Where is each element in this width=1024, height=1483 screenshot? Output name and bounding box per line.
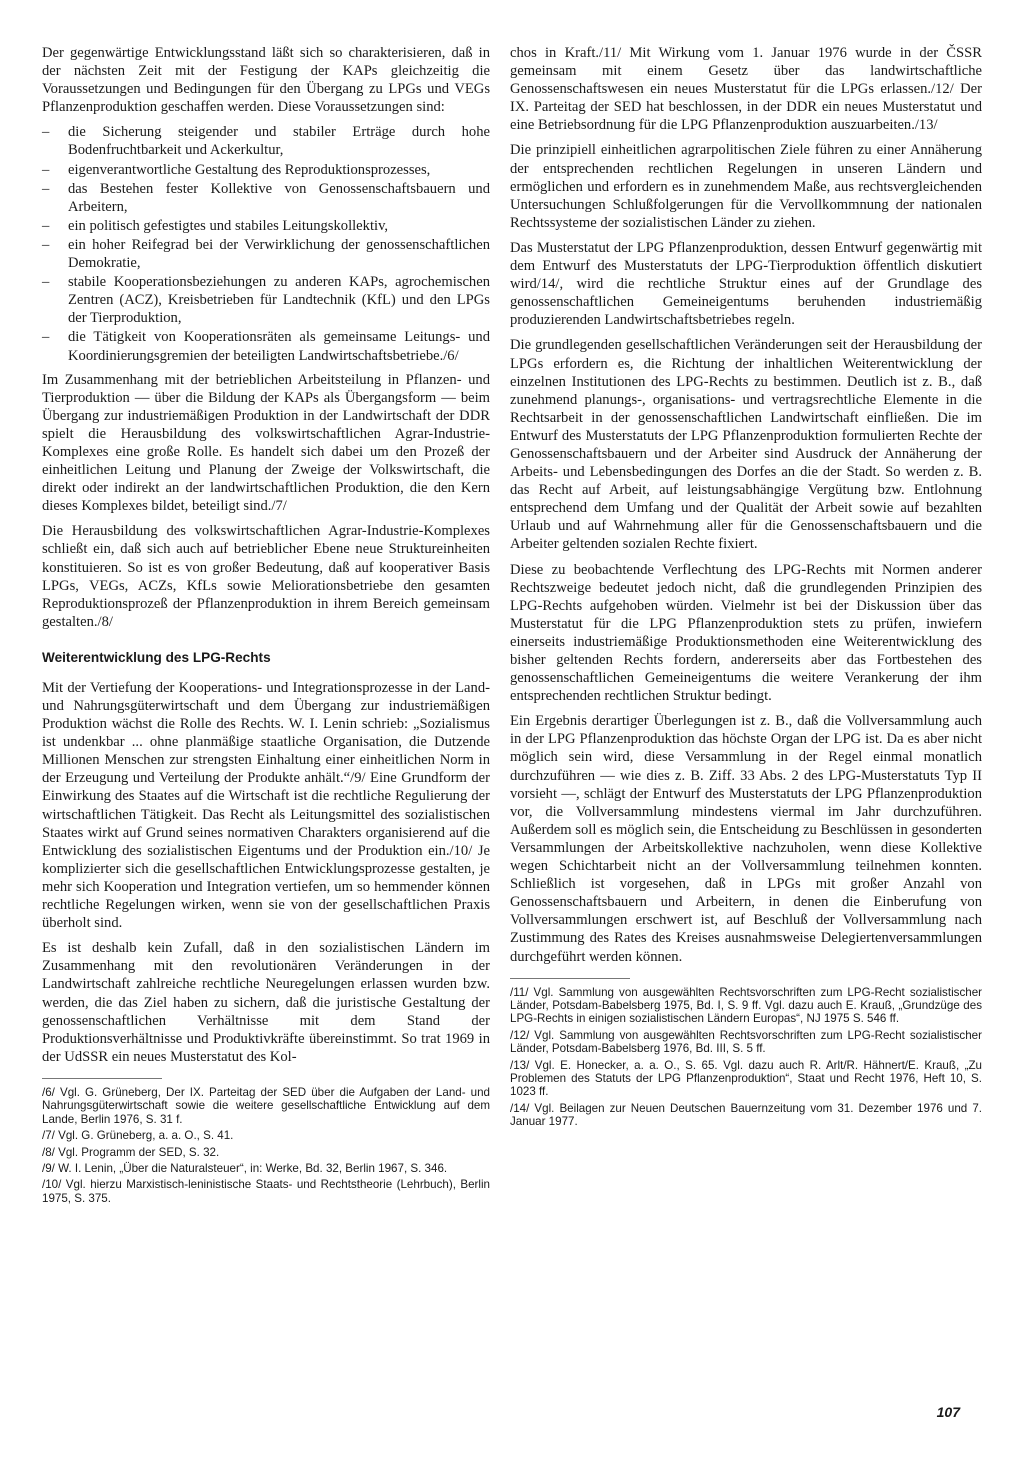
prerequisites-list xyxy=(42,123,490,364)
footnote: /12/ Vgl. Sammlung von ausgewählten Rechtsvorschriften zum LPG-Recht sozialistischer Länder, Potsdam-Babelsberg 1976, Bd. III, S. 5 ff. xyxy=(510,1028,982,1056)
footnote: /13/ Vgl. E. Honecker, a. a. O., S. 65. Vgl. dazu auch R. Arlt/R. Hähnert/E. Krauß, „Zu Problemen des Statuts der LPG Pflanzenproduktion“, Staat und Recht 1976, Heft 10, S. 1023 ff. xyxy=(510,1058,982,1099)
list-item: – eigenverantwortliche Gestaltung des Reproduktionsprozesses, xyxy=(42,161,490,179)
body-paragraph: Diese zu beobachtende Verflechtung des LPG-Rechts mit Normen anderer Rechtszweige bedeutet jedoch nicht, daß die grundlegenden Prinzipien des LPG-Rechts aufgehoben würden. Vielmehr ist bei der Diskussion über das Musterstatut für die LPG Pflanzenproduktion stets zu prüfen, inwiefern einerseits industriemäßige Produktionsmethoden eine Weiterentwicklung des bisher geltenden Rechts fordern, andererseits aber das Fortbestehen des genossenschaftlichen Gemeineigentums die weitere Verankerung der ihm entsprechenden rechtlichen Struktur bedingt. xyxy=(510,561,982,705)
footnote: /8/ Vgl. Programm der SED, S. 32. xyxy=(42,1145,220,1159)
list-item: – die Tätigkeit von Kooperationsräten als gemeinsame Leitungs- und Koordinierungsgremien der beteiligten Landwirtschaftsbetriebe./6/ xyxy=(42,328,490,364)
body-paragraph: Im Zusammenhang mit der betrieblichen Arbeitsteilung in Pflanzen- und Tierproduktion — über die Bildung der KAPs als Übergangsform — beim Übergang zur industriemäßigen Produktion in der Landwirtschaft der DDR spielt die Herausbildung des volkswirtschaftlichen Agrar-Industrie-Komplexes eine große Rolle. Es handelt sich dabei um den Prozeß der einheitlichen Leitung und Planung der Zweige der Volkswirtschaft, die direkt oder indirekt an der landwirtschaftlichen Produktion, die den Kern dieses Komplexes bildet, beteiligt sind./7/ xyxy=(42,371,490,515)
footnote: /14/ Vgl. Beilagen zur Neuen Deutschen Bauernzeitung vom 31. Dezember 1976 und 7. Januar 1977. xyxy=(510,1101,982,1129)
body-paragraph: Die grundlegenden gesellschaftlichen Veränderungen seit der Herausbildung der LPGs erfordern es, die Richtung der inhaltlichen Weiterentwicklung der einzelnen Institutionen des LPG-Rechts zu bestimmen. Deutlich ist z. B., daß zunehmend planungs-, organisations- und vertragsrechtliche Elemente in die Rechtsarbeit in der genossenschaftlichen Landwirtschaft einfließen. Die im Entwurf des Musterstatuts der LPG Pflanzenproduktion formulierten Rechte der Genossenschaftsbauern und der Arbeiter sind Ausdruck der Annäherung der Arbeits- und Lebensbedingungen des Dorfes an die der Stadt. So werden z. B. das Recht auf Arbeit, auf leistungsabhängige Vergütung bzw. Entlohnung entsprechend dem Umfang und der Qualität der Arbeit sowie auf bezahlten Urlaub und auf Wahrnehmung aller für die Genossenschaftsbauern und die Arbeiter geltenden sozialen Rechte fixiert. xyxy=(510,337,982,553)
footnote: /9/ W. I. Lenin, „Über die Naturalsteuer“, in: Werke, Bd. 32, Berlin 1967, S. 346. xyxy=(42,1161,448,1175)
list-item: – ein politisch gefestigtes und stabiles Leitungskollektiv, xyxy=(42,217,490,235)
footnote-divider xyxy=(510,978,630,980)
body-paragraph: Ein Ergebnis derartiger Überlegungen ist z. B., daß die Vollversammlung auch in der LPG Pflanzenproduktion das höchste Organ der LPG ist. Da es aber nicht möglich sein wird, diese Versammlung in der Regel einmal monatlich durchzuführen — wie dies z. B. Ziff. 33 Abs. 2 des LPG-Musterstatuts Typ II vorsieht —, schlägt der Entwurf des Musterstatuts der LPG Pflanzenproduktion vor, die Vollversammlung mindestens viermal im Jahr durchzuführen. Außerdem soll es möglich sein, die Entscheidung zu Beschlüssen in gesonderten Versammlungen der Arbeitskollektive nachzuholen, wenn diese Kollektive wegen Schichtarbeit nicht an der Vollversammlung teilnehmen konnten. Schließlich ist vorgesehen, daß in LPGs mit großer Anzahl von Genossenschaftsbauern und Arbeitern, in denen die Einberufung von Vollversammlungen erschwert ist, auf Beschluß der Vollversammlung nach Zustimmung des Rates des Kreises ausnahmsweise Delegiertenversammlungen durchgeführt werden können. xyxy=(510,713,982,965)
footnote: /10/ Vgl. hierzu Marxistisch-leninistische Staats- und Rechtstheorie (Lehrbuch), Berlin 1975, S. 375. xyxy=(42,1178,490,1205)
footnote: /6/ Vgl. G. Grüneberg, Der IX. Parteitag der SED über die Aufgaben der Land- und Nahrungsgüterwirtschaft sowie die weitere gesellschaftliche Entwicklung auf dem Lande, Berlin 1976, S. 31 f. xyxy=(42,1085,490,1126)
list-item: – ein hoher Reifegrad bei der Verwirklichung der genossenschaftlichen Demokratie, xyxy=(42,236,490,272)
body-paragraph: chos in Kraft./11/ Mit Wirkung vom 1. Januar 1976 wurde in der ČSSR gemeinsam mit einem Gesetz über das landwirtschaftliche Genossenschaftswesen ein neues Musterstatut für die LPGs erlassen./12/ Der IX. Parteitag der SED hat beschlossen, in der DDR ein neues Musterstatut und eine Betriebsordnung für die LPG Pflanzenproduktion auszuarbeiten./13/ xyxy=(510,45,982,134)
body-paragraph: Mit der Vertiefung der Kooperations- und Integrationsprozesse in der Land- und Nahrungsgüterwirtschaft und dem Übergang zur industriemäßigen Produktion wächst die Rolle des Rechts. W. I. Lenin schrieb: „Sozialismus ist undenkbar ... ohne planmäßige staatliche Organisation, die Dutzende Millionen Menschen zur strengsten Einhaltung einer einheitlichen Norm in der Erzeugung und Verteilung der Produkte anhält.“/9/ Eine Grundform der Einwirkung des Staates auf die Wirtschaft ist die rechtliche Regulierung der wirtschaftlichen Tätigkeit. Das Recht als Leitungsmittel des sozialistischen Staates wirkt auf Grund seines normativen Charakters organisierend auf die Entwicklung des sozialistischen Eigentums und der Produktion ein./10/ Je komplizierter sich die gesellschaftlichen Entwicklungsprozesse gestalten, je mehr sich Kooperation und Integration vertiefen, um so hemmender können rechtliche Regelungen wirken, wenn sie von der gesellschaftlichen Praxis überholt sind. xyxy=(42,679,490,932)
body-paragraph: Das Musterstatut der LPG Pflanzenproduktion, dessen Entwurf gegenwärtig mit dem Entwurf des Musterstatuts der LPG-Tierproduktion öffentlich diskutiert wird/14/, wird die rechtliche Struktur eines auf der Grundlage des genossenschaftlichen Gemeineigentums beruhenden industriemäßig produzierenden Landwirtschaftsbetriebes regeln. xyxy=(510,239,982,329)
left-column xyxy=(42,44,490,1208)
right-column xyxy=(510,44,982,1132)
body-paragraph: Die prinzipiell einheitlichen agrarpolitischen Ziele führen zu einer Annäherung der entsprechenden rechtlichen Regelungen in unseren Ländern und ermöglichen und erfordern es in zunehmendem Maße, aus rechtsvergleichenden Untersuchungen Schlußfolgerungen für die Vervollkommnung der nationalen Rechtssysteme der sozialistischen Länder zu ziehen. xyxy=(510,142,982,231)
list-item: – stabile Kooperationsbeziehungen zu anderen KAPs, agrochemischen Zentren (ACZ), Kreisbetrieben für Landtechnik (KfL) und den LPGs der Tierproduktion, xyxy=(42,273,490,327)
list-item: – die Sicherung steigender und stabiler Erträge durch hohe Bodenfruchtbarkeit und Ackerkultur, xyxy=(42,123,490,159)
page-number: 107 xyxy=(936,1404,960,1420)
intro-paragraph: Der gegenwärtige Entwicklungsstand läßt sich so charakterisieren, daß in der nächsten Zeit mit der Festigung der KAPs gleichzeitig die Voraussetzungen und Bedingungen für den Übergang zu LPGs und VEGs Pflanzenproduktion geschaffen werden. Diese Voraussetzungen sind: xyxy=(42,45,490,116)
body-paragraph: Es ist deshalb kein Zufall, daß in den sozialistischen Ländern im Zusammenhang mit den revolutionären Veränderungen in der Landwirtschaft zahlreiche rechtliche Neuregelungen erlassen wurden bzw. werden, die das Ziel haben zu sichern, daß die juristische Gestaltung der genossenschaftlichen Verhältnisse mit dem Stand der Produktionsverhältnisse und Produktivkräfte übereinstimmt. So trat 1969 in der UdSSR ein neues Musterstatut des Kol- xyxy=(42,940,490,1065)
footnote: /7/ Vgl. G. Grüneberg, a. a. O., S. 41. xyxy=(42,1129,234,1143)
section-heading: Weiterentwicklung des LPG-Rechts xyxy=(42,649,271,665)
footnote-divider xyxy=(42,1078,162,1080)
footnote: /11/ Vgl. Sammlung von ausgewählten Rechtsvorschriften zum LPG-Recht sozialistischer Länder, Potsdam-Babelsberg 1975, Bd. I, S. 9 ff. Vgl. dazu auch E. Krauß, „Grundzüge des LPG-Rechts in einigen sozialistischen Ländern Europas“, NJ 1975 S. 546 ff. xyxy=(510,985,982,1026)
body-paragraph: Die Herausbildung des volkswirtschaftlichen Agrar-Industrie-Komplexes schließt ein, daß sich auch auf betrieblicher Ebene neue Struktureinheiten konstituieren. So ist es von großer Bedeutung, daß auf kooperativer Basis LPGs, VEGs, ACZs, KfLs sowie Meliorationsbetriebe den gesamten Reproduktionsprozeß der Pflanzenproduktion in ihrem Bereich gemeinsam gestalten./8/ xyxy=(42,523,490,630)
list-item: – das Bestehen fester Kollektive von Genossenschaftsbauern und Arbeitern, xyxy=(42,180,490,216)
